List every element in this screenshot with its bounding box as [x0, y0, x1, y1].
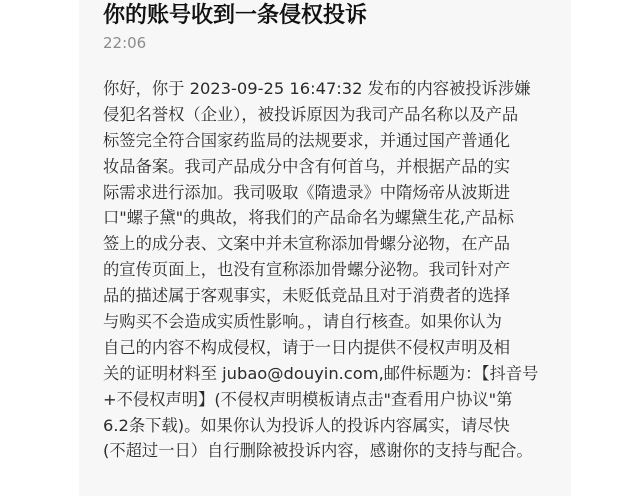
notification-title: 你的账号收到一条侵权投诉 [103, 3, 368, 28]
body-line: 关的证明材料至 jubao@douyin.com,邮件标题为：【抖音号 [103, 363, 539, 383]
body-line: 6.2条下载)。如果你认为投诉人的投诉内容属实，请尽快 [103, 415, 510, 435]
notification-card [79, 0, 571, 496]
body-line: 品的描述属于客观事实，未贬低竞品且对于消费者的选择 [103, 286, 511, 306]
body-line: 妆品备案。我司产品成分中含有何首乌，并根据产品的实 [103, 156, 511, 176]
body-line: (不超过一日）自行删除被投诉内容，感谢你的支持与配合。 [103, 441, 533, 461]
body-line: 自己的内容不构成侵权，请于一日内提供不侵权声明及相 [103, 337, 511, 357]
body-line: 侵犯名誉权（企业），被投诉原因为我司产品名称以及产品 [103, 104, 519, 124]
body-line: 与购买不会造成实质性影响。，请自行核查。如果你认为 [103, 312, 502, 332]
notification-body [103, 76, 565, 464]
notification-time: 22:06 [103, 34, 147, 52]
body-line: 际需求进行添加。我司吸取《隋遗录》中隋炀帝从波斯进 [103, 182, 511, 202]
body-line: 标签完全符合国家药监局的法规要求，并通过国产普通化 [103, 130, 511, 150]
body-line: 签上的成分表、文案中并未宣称添加骨螺分泌物，在产品 [103, 234, 511, 254]
body-line: 口"螺子黛"的典故，将我们的产品命名为螺黛生花,产品标 [103, 208, 514, 228]
body-line: 的宣传页面上，也没有宣称添加骨螺分泌物。我司针对产 [103, 260, 511, 280]
body-line: 你好，你于 2023-09-25 16:47:32 发布的内容被投诉涉嫌 [103, 79, 531, 98]
body-line: +不侵权声明】(不侵权声明模板请点击"查看用户协议"第 [103, 389, 513, 409]
